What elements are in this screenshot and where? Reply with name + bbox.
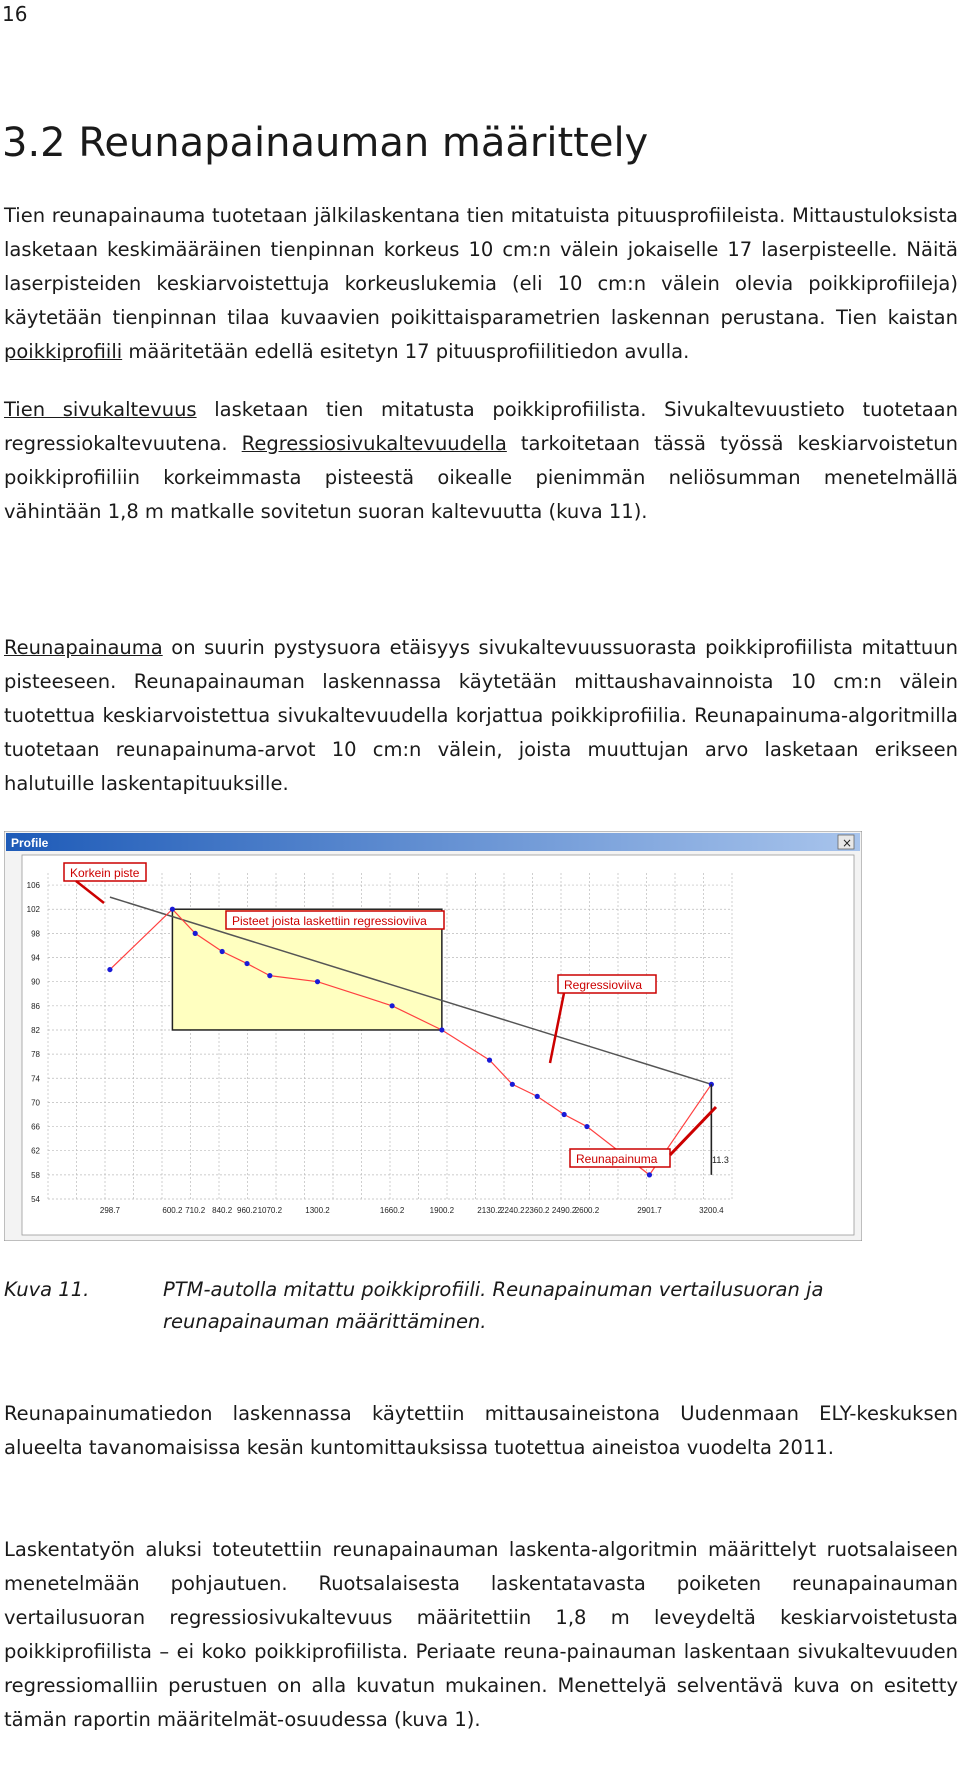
window-title-bar bbox=[6, 833, 860, 851]
y-tick-label: 58 bbox=[31, 1170, 40, 1180]
section-heading: 3.2 Reunapainauman määrittely bbox=[2, 120, 649, 166]
x-tick-label: 2901.7 bbox=[637, 1206, 662, 1215]
profile-point bbox=[170, 907, 175, 912]
callout-points-label: Pisteet joista laskettiin regressioviiva bbox=[232, 914, 427, 928]
callout-regression-label: Regressioviiva bbox=[564, 978, 643, 992]
paragraph-1 bbox=[4, 199, 958, 369]
profile-point bbox=[315, 979, 320, 984]
paragraph-2-text-b: tarkoitetaan tässä työssä keskiarvoistetun poikkiprofiiliin korkeimmasta pisteestä oikealle pienimmän neliösumman menetelmällä vähintään 1,8 m matkalle sovitetun suoran kaltevuutta (kuva 11). bbox=[4, 432, 958, 523]
y-tick-label: 78 bbox=[31, 1050, 40, 1060]
profile-point bbox=[439, 1027, 444, 1032]
paragraph-5: Laskentatyön aluksi toteutettiin reunapainauman laskenta-algoritmin määrittelyt ruotsalaiseen menetelmään pohjautuen. Ruotsalaisesta laskentatavasta poiketen reunapainauman vertailusuoran regressiosivukaltevuus määritettiin 1,8 m leveydeltä keskiarvoistetusta poikkiprofiilista – ei koko poikkiprofiilista. Periaate reuna-painauman laskentaan sivukaltevuuden regressiomalliin perustuen on alla kuvatun mukainen. Menettelyä selventävä kuva on esitetty tämän raportin määritelmät-osuudessa (kuva 1). bbox=[4, 1538, 958, 1731]
y-tick-label: 94 bbox=[31, 953, 40, 963]
x-tick-label: 298.7 bbox=[99, 1206, 120, 1215]
x-tick-label: 840.2 bbox=[212, 1206, 233, 1215]
rut-value-label: 11.3 bbox=[712, 1155, 729, 1165]
profile-chart bbox=[4, 831, 862, 1241]
window-title: Profile bbox=[11, 836, 49, 850]
y-tick-label: 74 bbox=[31, 1074, 40, 1084]
callout-rut-label: Reunapainuma bbox=[576, 1152, 658, 1166]
y-tick-label: 86 bbox=[31, 1001, 40, 1011]
term-reunapainauma: Reunapainauma bbox=[4, 636, 163, 659]
caption-label: Kuva 11. bbox=[4, 1278, 90, 1301]
paragraph-3 bbox=[4, 631, 958, 801]
profile-point bbox=[647, 1172, 652, 1177]
y-tick-label: 66 bbox=[31, 1122, 40, 1132]
y-tick-label: 70 bbox=[31, 1098, 40, 1108]
caption-line-2: reunapainauman määrittäminen. bbox=[163, 1310, 487, 1333]
x-tick-label: 2240.2 bbox=[500, 1206, 525, 1215]
x-tick-label: 2130.2 bbox=[477, 1206, 502, 1215]
profile-figure bbox=[4, 831, 862, 1241]
profile-point bbox=[510, 1082, 515, 1087]
x-tick-label: 2490.2 bbox=[551, 1206, 577, 1215]
profile-point bbox=[244, 961, 249, 966]
y-tick-label: 62 bbox=[31, 1146, 40, 1156]
y-tick-label: 106 bbox=[26, 881, 40, 891]
caption-text bbox=[163, 1274, 823, 1338]
page-number: 16 bbox=[2, 2, 28, 26]
paragraph-2 bbox=[4, 393, 958, 529]
profile-point bbox=[220, 949, 225, 954]
term-poikkiprofiili: poikkiprofiili bbox=[4, 340, 123, 363]
profile-point bbox=[562, 1112, 567, 1117]
y-tick-label: 54 bbox=[31, 1195, 40, 1204]
profile-point bbox=[267, 973, 272, 978]
callout-highest-label: Korkein piste bbox=[70, 866, 140, 880]
y-tick-label: 102 bbox=[26, 905, 40, 915]
paragraph-4: Reunapainumatiedon laskennassa käytettiin mittausaineistona Uudenmaan ELY-keskuksen alueelta tavanomaisissa kesän kuntomittauksissa tuotettua aineistoa vuodelta 2011. bbox=[4, 1402, 958, 1459]
close-icon: × bbox=[842, 836, 853, 850]
x-tick-label: 2360.2 bbox=[524, 1206, 550, 1215]
y-tick-label: 98 bbox=[31, 929, 40, 939]
x-tick-label: 1300.2 bbox=[305, 1206, 330, 1215]
x-tick-label: 3200.4 bbox=[699, 1206, 724, 1215]
profile-point bbox=[390, 1003, 395, 1008]
x-tick-label: 960.2 bbox=[237, 1206, 258, 1215]
paragraph-2-text-a: lasketaan tien mitatusta poikkiprofiilista. Sivukaltevuustieto tuotetaan regressiokaltevuutena. bbox=[4, 398, 958, 455]
paragraph-3-text: on suurin pystysuora etäisyys sivukaltevuussuorasta poikkiprofiilista mitattuun pisteeseen. Reunapainauman laskennassa käytetään mittaushavainnoista 10 cm:n välein tuotettua keskiarvoistettua sivukaltevuudella korjattua poikkiprofiilia. Reunapainuma-algoritmilla tuotetaan reunapainuma-arvot 10 cm:n välein, joista muuttujan arvo lasketaan erikseen halutuille laskentapituuksille. bbox=[4, 636, 958, 795]
profile-point bbox=[584, 1124, 589, 1129]
paragraph-1-text: Tien reunapainauma tuotetaan jälkilaskentana tien mitatuista pituusprofiileista. Mittaustuloksista lasketaan keskimääräinen tienpinnan korkeus 10 cm:n välein jokaiselle 17 laserpisteelle. Näitä laserpisteiden keskiarvoistettuja korkeuslukemia (eli 10 cm:n välein olevia poikkiprofiileja) käytetään tienpinnan tilaa kuvaavien poikittaisparametrien laskennan perustana. Tien kaistan bbox=[4, 204, 958, 329]
caption-line-1: PTM-autolla mitattu poikkiprofiili. Reunapainuman vertailusuoran ja bbox=[163, 1278, 824, 1301]
profile-point bbox=[535, 1094, 540, 1099]
x-tick-label: 1660.2 bbox=[379, 1206, 405, 1215]
y-tick-label: 82 bbox=[31, 1025, 40, 1035]
x-tick-label: 1070.2 bbox=[257, 1206, 283, 1215]
profile-point bbox=[487, 1058, 492, 1063]
x-tick-label: 2600.2 bbox=[574, 1206, 600, 1215]
profile-point bbox=[107, 967, 112, 972]
x-tick-label: 1900.2 bbox=[429, 1206, 455, 1215]
term-regressiosivukaltevuus: Regressiosivukaltevuudella bbox=[241, 432, 507, 455]
x-tick-label: 710.2 bbox=[185, 1206, 206, 1215]
paragraph-1-end: määritetään edellä esitetyn 17 pituusprofiilitiedon avulla. bbox=[122, 340, 690, 363]
x-tick-label: 600.2 bbox=[162, 1206, 183, 1215]
y-tick-label: 90 bbox=[31, 977, 40, 987]
term-tien-sivukaltevuus: Tien sivukaltevuus bbox=[4, 398, 197, 421]
profile-point bbox=[193, 931, 198, 936]
